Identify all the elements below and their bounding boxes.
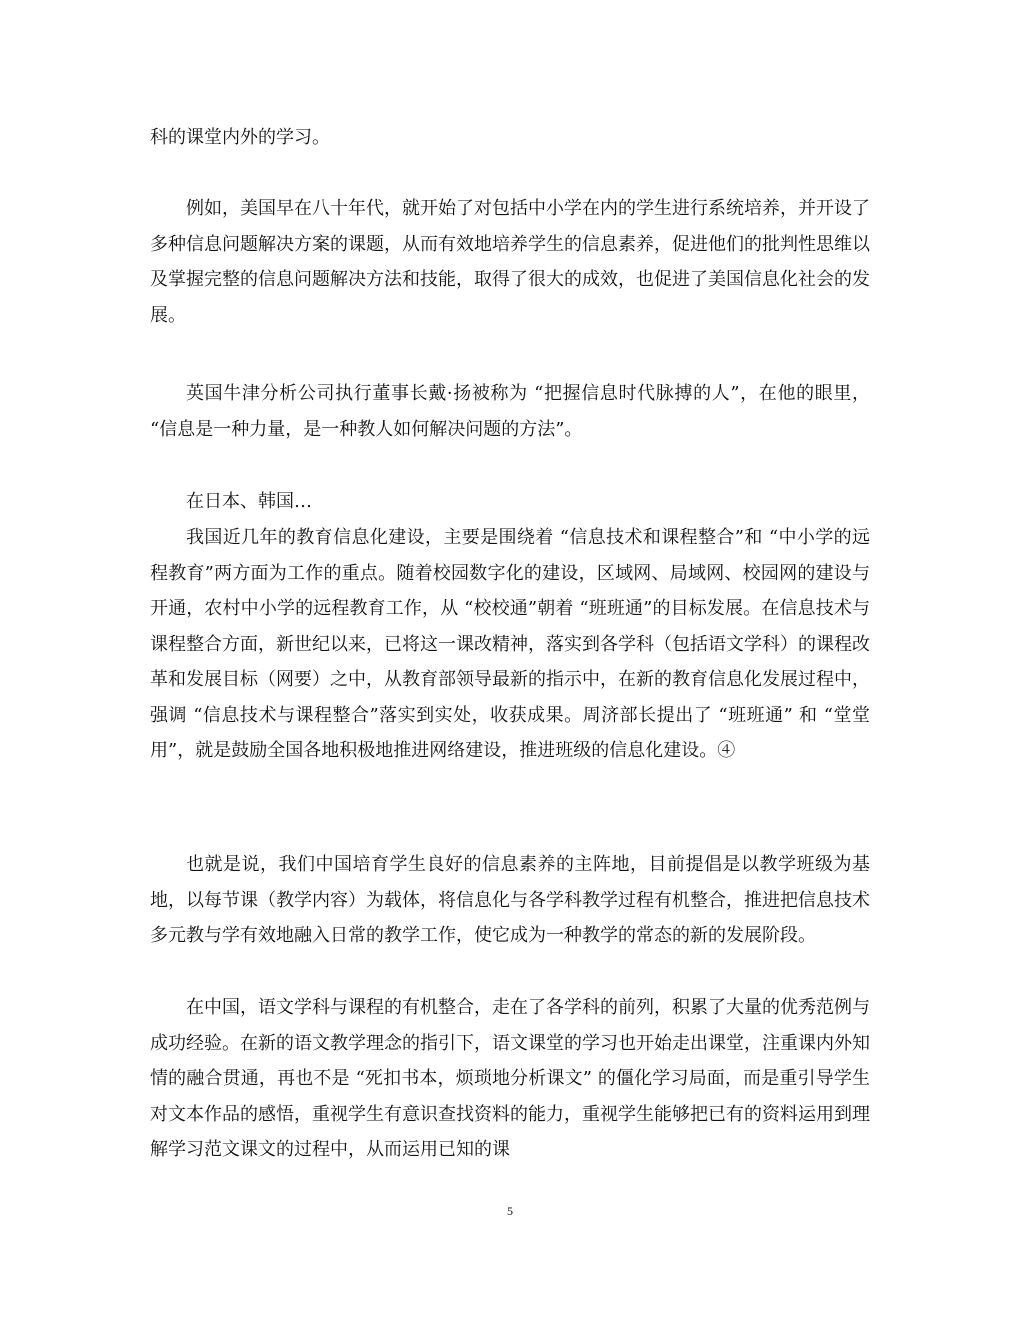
paragraph-japan-korea: 在日本、韩国…: [186, 491, 312, 512]
page-number: 5: [507, 1204, 513, 1218]
paragraph-china-education: 我国近几年的教育信息化建设，主要是围绕着 “信息技术和课程整合”和 “中小学的远程教育”两方面为工作的重点。随着校园数字化的建设，区域网、局域网、校园网的建设与开通，农村中小学的远程教育工作，从 “校校通”朝着 “班班通”的目标发展。在信息技术与课程整合方面，新世纪以来，已将这一课改精神，落实到各学科（包括语文学科）的课程改革和发展目标（网要）之中，从教育部领导最新的指示中，在新的教育信息化发展过程中，强调 “信息技术与课程整合”落实到实处，收获成果。周济部长提出了 “班班通” 和 “堂堂用”，就是鼓励全国各地积极地推进网络建设，推进班级的信息化建设。④: [150, 527, 870, 761]
paragraph-usa-example: 例如，美国早在八十年代，就开始了对包括中小学在内的学生进行系统培养，并开设了多种信息问题解决方案的课题，从而有效地培养学生的信息素养，促进他们的批判性思维以及掌握完整的信息问题解决方法和技能，取得了很大的成效，也促进了美国信息化社会的发展。: [150, 198, 870, 326]
paragraph-chinese-subject: 在中国，语文学科与课程的有机整合，走在了各学科的前列，积累了大量的优秀范例与成功经验。在新的语文教学理念的指引下，语文课堂的学习也开始走出课堂，注重课内外知情的融合贯通，再也不是 “死扣书本，烦琐地分析课文” 的僵化学习局面，而是重引导学生对文本作品的感悟，重视学生有意识查找资料的能力，重视学生能够把已有的资料运用到理解学习范文课文的过程中，从而运用已知的课: [150, 997, 870, 1160]
paragraph-continuation: 科的课堂内外的学习。: [150, 127, 330, 148]
paragraph-information-literacy: 也就是说，我们中国培育学生良好的信息素养的主阵地，目前提倡是以教学班级为基地，以每节课（教学内容）为载体，将信息化与各学科教学过程有机整合，推进把信息技术多元教与学有效地融入日常的教学工作，使它成为一种教学的常态的新的发展阶段。: [150, 854, 870, 946]
paragraph-uk-quote: 英国牛津分析公司执行董事长戴·扬被称为 “把握信息时代脉搏的人”，在他的眼里， “信息是一种力量，是一种教人如何解决问题的方法”。: [150, 383, 870, 440]
